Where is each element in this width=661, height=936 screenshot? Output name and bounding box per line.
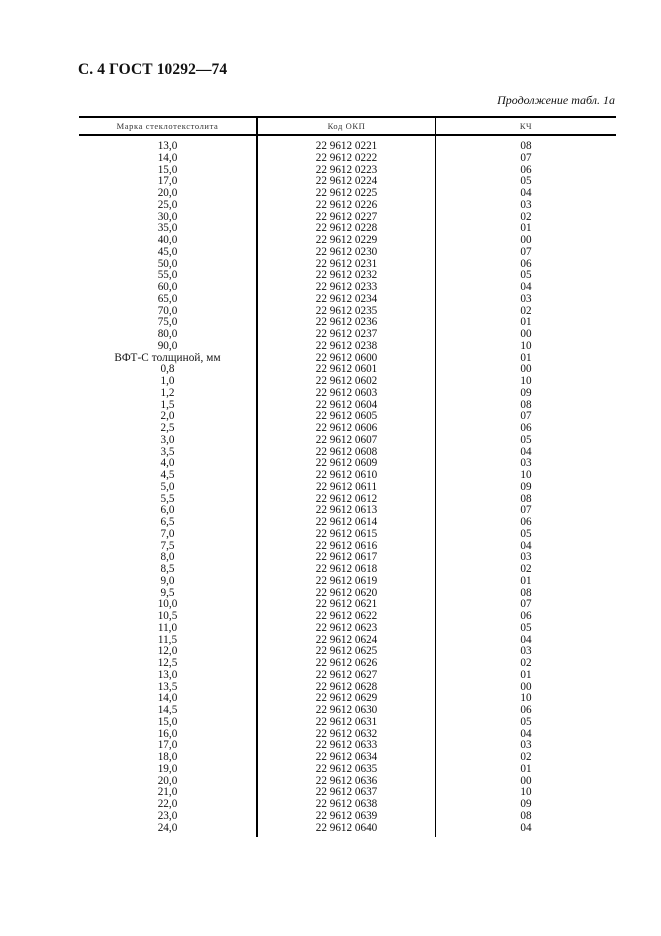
cell-kch: 08 — [520, 492, 532, 505]
cell-kch: 08 — [520, 586, 532, 599]
cell-okp-code: 22 9612 0600 — [315, 351, 378, 364]
cell-okp-code: 22 9612 0230 — [315, 245, 378, 258]
cell-mark: 8,0 — [160, 551, 175, 564]
cell-mark: 15,0 — [157, 715, 178, 728]
cell-okp-code: 22 9612 0632 — [315, 727, 378, 740]
cell-kch: 01 — [520, 574, 532, 587]
column-kch — [436, 136, 616, 837]
cell-mark: 5,0 — [160, 480, 175, 493]
cell-mark: 22,0 — [157, 798, 178, 810]
cell-mark: 1,2 — [160, 386, 175, 399]
cell-mark: 10,0 — [157, 598, 178, 611]
cell-kch: 00 — [520, 328, 532, 340]
cell-mark: 7,0 — [160, 527, 175, 540]
cell-mark: 13,0 — [157, 668, 178, 681]
cell-okp-code: 22 9612 0601 — [315, 363, 378, 376]
cell-okp-code: 22 9612 0228 — [315, 222, 378, 235]
header-kch: КЧ — [519, 121, 533, 131]
cell-mark: 3,5 — [160, 445, 175, 458]
cell-mark: 17,0 — [157, 175, 178, 188]
cell-mark: 14,5 — [157, 704, 178, 716]
cell-mark: 9,5 — [160, 586, 175, 599]
cell-mark: 45,0 — [157, 245, 178, 258]
cell-okp-code: 22 9612 0612 — [315, 492, 378, 505]
cell-okp-code: 22 9612 0613 — [315, 504, 378, 517]
cell-kch: 01 — [520, 351, 532, 364]
cell-okp-code: 22 9612 0606 — [315, 422, 378, 434]
cell-mark: 4,5 — [160, 469, 175, 481]
cell-kch: 07 — [520, 151, 532, 164]
cell-kch: 04 — [520, 445, 532, 458]
cell-kch: 02 — [520, 563, 532, 575]
cell-mark: 13,0 — [157, 140, 178, 152]
cell-kch: 04 — [520, 727, 532, 740]
cell-kch: 07 — [520, 598, 532, 611]
cell-okp-code: 22 9612 0616 — [315, 539, 378, 552]
cell-kch: 01 — [520, 668, 532, 681]
cell-mark: 8,5 — [160, 563, 175, 575]
cell-kch: 04 — [520, 539, 532, 552]
cell-kch: 06 — [520, 257, 532, 270]
cell-okp-code: 22 9612 0626 — [315, 657, 378, 669]
cell-kch: 08 — [520, 398, 532, 411]
cell-kch: 01 — [520, 316, 532, 329]
cell-okp-code: 22 9612 0223 — [315, 163, 378, 176]
cell-okp-code: 22 9612 0610 — [315, 469, 378, 481]
cell-mark: 20,0 — [157, 187, 178, 199]
cell-mark: 50,0 — [157, 257, 178, 270]
cell-okp-code: 22 9612 0225 — [315, 187, 378, 199]
cell-mark: 5,5 — [160, 492, 175, 505]
cell-kch: 00 — [520, 774, 532, 787]
cell-okp-code: 22 9612 0614 — [315, 516, 378, 528]
cell-kch: 08 — [520, 140, 532, 152]
cell-mark: 6,0 — [160, 504, 175, 517]
cell-kch: 05 — [520, 527, 532, 540]
cell-okp-code: 22 9612 0620 — [315, 586, 378, 599]
cell-kch: 03 — [520, 457, 532, 470]
cell-kch: 06 — [520, 163, 532, 176]
cell-kch: 10 — [520, 692, 532, 705]
cell-mark: 40,0 — [157, 234, 178, 246]
header-mark: Марка стеклотекстолита — [79, 118, 258, 134]
cell-okp-code: 22 9612 0609 — [315, 457, 378, 470]
cell-kch: 10 — [520, 786, 532, 799]
cell-kch: 04 — [520, 187, 532, 199]
cell-kch: 07 — [520, 504, 532, 517]
cell-mark: 16,0 — [157, 727, 178, 740]
cell-okp-code: 22 9612 0630 — [315, 704, 378, 716]
cell-mark: 60,0 — [157, 281, 178, 293]
cell-mark: 9,0 — [160, 574, 175, 587]
cell-mark: 1,5 — [160, 398, 175, 411]
cell-okp-code: 22 9612 0611 — [315, 480, 378, 493]
cell-mark: 23,0 — [157, 809, 178, 822]
cell-okp-code: 22 9612 0617 — [315, 551, 378, 564]
cell-mark: 55,0 — [157, 269, 178, 282]
cell-mark: 65,0 — [157, 292, 178, 305]
cell-kch: 05 — [520, 621, 532, 634]
cell-mark: 19,0 — [157, 762, 178, 775]
cell-okp-code: 22 9612 0222 — [315, 151, 378, 164]
cell-mark: 4,0 — [160, 457, 175, 470]
cell-kch: 09 — [520, 386, 532, 399]
cell-okp-code: 22 9612 0615 — [315, 527, 378, 540]
cell-okp-code: 22 9612 0618 — [315, 563, 378, 575]
cell-kch: 02 — [520, 657, 532, 669]
cell-kch: 10 — [520, 339, 532, 352]
table-caption: Продолжение табл. 1а — [497, 93, 615, 107]
cell-mark: 0,8 — [160, 363, 175, 376]
cell-kch: 03 — [520, 198, 532, 211]
cell-mark: 21,0 — [157, 786, 178, 799]
cell-okp-code: 22 9612 0229 — [315, 234, 378, 246]
cell-mark: 80,0 — [157, 328, 178, 340]
cell-mark: 30,0 — [157, 210, 178, 223]
cell-mark: 12,0 — [157, 645, 178, 658]
cell-kch: 03 — [520, 292, 532, 305]
cell-kch: 00 — [520, 680, 532, 693]
cell-kch: 09 — [520, 480, 532, 493]
cell-kch: 00 — [520, 234, 532, 246]
cell-okp-code: 22 9612 0633 — [315, 739, 378, 752]
cell-okp-code: 22 9612 0233 — [315, 281, 378, 293]
cell-kch: 00 — [520, 363, 532, 376]
cell-mark: 10,5 — [157, 610, 178, 622]
cell-okp-code: 22 9612 0608 — [315, 445, 378, 458]
cell-kch: 02 — [520, 304, 532, 317]
cell-okp-code: 22 9612 0231 — [315, 257, 378, 270]
cell-mark: 2,5 — [160, 422, 175, 434]
cell-okp-code: 22 9612 0638 — [315, 798, 378, 810]
cell-okp-code: 22 9612 0237 — [315, 328, 378, 340]
page-title: С. 4 ГОСТ 10292—74 — [78, 61, 228, 78]
column-mark — [79, 136, 258, 837]
cell-okp-code: 22 9612 0628 — [315, 680, 378, 693]
cell-mark: 25,0 — [157, 198, 178, 211]
cell-mark: 14,0 — [157, 151, 178, 164]
group-label: ВФТ-С толщиной, мм — [114, 351, 221, 364]
okp-table — [79, 116, 616, 837]
cell-kch: 06 — [520, 422, 532, 434]
cell-okp-code: 22 9612 0227 — [315, 210, 378, 223]
cell-okp-code: 22 9612 0604 — [315, 398, 378, 411]
cell-kch: 10 — [520, 375, 532, 387]
cell-kch: 07 — [520, 245, 532, 258]
cell-mark: 6,5 — [160, 516, 175, 528]
cell-kch: 03 — [520, 739, 532, 752]
cell-mark: 18,0 — [157, 751, 178, 763]
cell-okp-code: 22 9612 0619 — [315, 574, 378, 587]
cell-mark: 13,5 — [157, 680, 178, 693]
cell-mark: 11,5 — [157, 633, 178, 646]
cell-okp-code: 22 9612 0625 — [315, 645, 378, 658]
cell-okp-code: 22 9612 0221 — [315, 140, 378, 152]
cell-kch: 10 — [520, 469, 532, 481]
cell-mark: 14,0 — [157, 692, 178, 705]
cell-okp-code: 22 9612 0232 — [315, 269, 378, 282]
cell-kch: 04 — [520, 281, 532, 293]
cell-mark: 35,0 — [157, 222, 178, 235]
cell-kch: 02 — [520, 210, 532, 223]
cell-okp-code: 22 9612 0235 — [315, 304, 378, 317]
cell-okp-code: 22 9612 0637 — [315, 786, 378, 799]
cell-okp-code: 22 9612 0624 — [315, 633, 378, 646]
cell-mark: 12,5 — [157, 657, 178, 669]
cell-okp-code: 22 9612 0226 — [315, 198, 378, 211]
cell-okp-code: 22 9612 0623 — [315, 621, 378, 634]
cell-kch: 05 — [520, 175, 532, 188]
cell-okp-code: 22 9612 0627 — [315, 668, 378, 681]
cell-okp-code: 22 9612 0634 — [315, 751, 378, 763]
cell-mark: 70,0 — [157, 304, 178, 317]
cell-kch: 01 — [520, 222, 532, 235]
cell-mark: 1,0 — [160, 375, 175, 387]
cell-kch: 03 — [520, 645, 532, 658]
cell-kch: 05 — [520, 715, 532, 728]
cell-okp-code: 22 9612 0639 — [315, 809, 378, 822]
cell-kch: 04 — [520, 821, 532, 834]
cell-kch: 08 — [520, 809, 532, 822]
cell-mark: 24,0 — [157, 821, 178, 834]
cell-okp-code: 22 9612 0622 — [315, 610, 378, 622]
header-okp-code: Код ОКП — [258, 118, 436, 134]
cell-kch: 06 — [520, 610, 532, 622]
cell-mark: 11,0 — [157, 621, 178, 634]
cell-kch: 02 — [520, 751, 532, 763]
cell-okp-code: 22 9612 0602 — [315, 375, 378, 387]
cell-kch: 05 — [520, 433, 532, 446]
cell-kch: 06 — [520, 704, 532, 716]
cell-okp-code: 22 9612 0605 — [315, 410, 378, 423]
cell-kch: 03 — [520, 551, 532, 564]
cell-mark: 2,0 — [160, 410, 175, 423]
cell-mark: 20,0 — [157, 774, 178, 787]
table-header — [79, 116, 616, 136]
cell-okp-code: 22 9612 0640 — [315, 821, 378, 834]
cell-mark: 75,0 — [157, 316, 178, 329]
column-okp-code — [258, 136, 436, 837]
table-body — [79, 136, 616, 837]
cell-kch: 05 — [520, 269, 532, 282]
cell-okp-code: 22 9612 0234 — [315, 292, 378, 305]
cell-okp-code: 22 9612 0607 — [315, 433, 378, 446]
cell-mark: 17,0 — [157, 739, 178, 752]
cell-mark: 3,0 — [160, 433, 175, 446]
cell-mark: 90,0 — [157, 339, 178, 352]
cell-okp-code: 22 9612 0635 — [315, 762, 378, 775]
cell-kch: 01 — [520, 762, 532, 775]
cell-kch: 06 — [520, 516, 532, 528]
cell-mark: 7,5 — [160, 539, 175, 552]
cell-okp-code: 22 9612 0238 — [315, 339, 378, 352]
cell-okp-code: 22 9612 0636 — [315, 774, 378, 787]
cell-kch: 04 — [520, 633, 532, 646]
cell-okp-code: 22 9612 0236 — [315, 316, 378, 329]
cell-okp-code: 22 9612 0224 — [315, 175, 378, 188]
cell-okp-code: 22 9612 0603 — [315, 386, 378, 399]
cell-okp-code: 22 9612 0621 — [315, 598, 378, 611]
cell-kch: 09 — [520, 798, 532, 810]
cell-okp-code: 22 9612 0631 — [315, 715, 378, 728]
cell-mark: 15,0 — [157, 163, 178, 176]
cell-kch: 07 — [520, 410, 532, 423]
cell-okp-code: 22 9612 0629 — [315, 692, 378, 705]
